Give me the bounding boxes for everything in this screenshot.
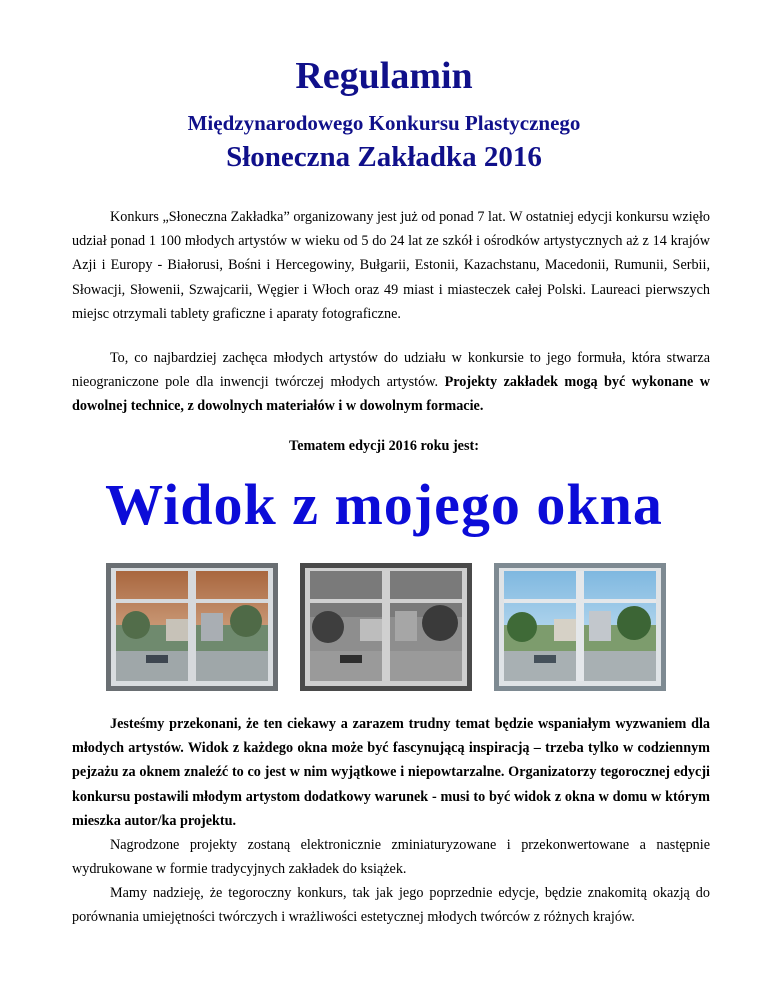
intro-paragraph-2-bold: Projekty zakładek mogą być wykonane w dowolnej technice, z dowolnych materiałów i w dowolnym formacie. [72,374,710,415]
document-title: Regulamin [295,55,473,97]
body-paragraph-closing [72,881,710,929]
theme-title: Widok z mojego okna [105,472,663,537]
window-photo-grayscale [300,563,472,691]
intro-paragraph-2 [72,346,710,419]
body-paragraph-awards [72,833,710,881]
intro-paragraph-2-text: To, co najbardziej zachęca młodych artystów do udziału w konkursie to jego formuła, która stwarza nieograniczone pole dla inwencji twórczej młodych artystów. [72,350,710,391]
intro-paragraph-1-text: Konkurs „Słoneczna Zakładka” organizowany jest już od ponad 7 lat. W ostatniej edycji konkursu wzięło udział ponad 1 100 młodych artystów w wieku od 5 do 24 lat ze szkół i ośrodków artystycznych aż z 14 krajów Azji i Europy - Białorusi, Bośni i Hercegowiny, Bułgarii, Estonii, Kazachstanu, Macedonii, Rumunii, Serbii, Słowacji, Słowenii, Szwajcarii, Węgier i Włoch oraz 49 miast i miasteczek całej Polski. Laureaci pierwszych miejsc otrzymali tablety graficzne i aparaty fotograficzne. [72,209,710,322]
body-paragraph-awards-text: Nagrodzone projekty zostaną elektronicznie zminiaturyzowane i przekonwertowane a następnie wydrukowane w formie tradycyjnych zakładek do książek. [72,837,710,878]
document-subtitle: Międzynarodowego Konkursu Plastycznego [187,111,581,135]
contest-name-heading: Słoneczna Zakładka 2016 [226,141,542,173]
intro-paragraph-1 [72,205,710,326]
window-photos [106,563,666,691]
window-photo-sepia [106,563,278,691]
theme-intro: Tematem edycji 2016 roku jest: [289,438,479,454]
body-paragraph-challenge [72,712,710,833]
window-photo-color [494,563,666,691]
body-paragraph-closing-text: Mamy nadzieję, że tegoroczny konkurs, tak jak jego poprzednie edycje, będzie znakomitą okazją do porównania umiejętności twórczych i wrażliwości estetycznej młodych twórców z różnych krajów. [72,885,710,926]
body-paragraph-challenge-text: Jesteśmy przekonani, że ten ciekawy a zarazem trudny temat będzie wspaniałym wyzwaniem dla młodych artystów. Widok z każdego okna może być fascynującą inspiracją – trzeba tylko w codziennym pejzażu za oknem znaleźć to co jest w nim wyjątkowe i niepowtarzalne. Organizatorzy tegorocznej edycji konkursu postawili młodym artystom dodatkowy warunek - musi to być widok z okna w domu w którym mieszka autor/ka projektu. [72,716,710,829]
